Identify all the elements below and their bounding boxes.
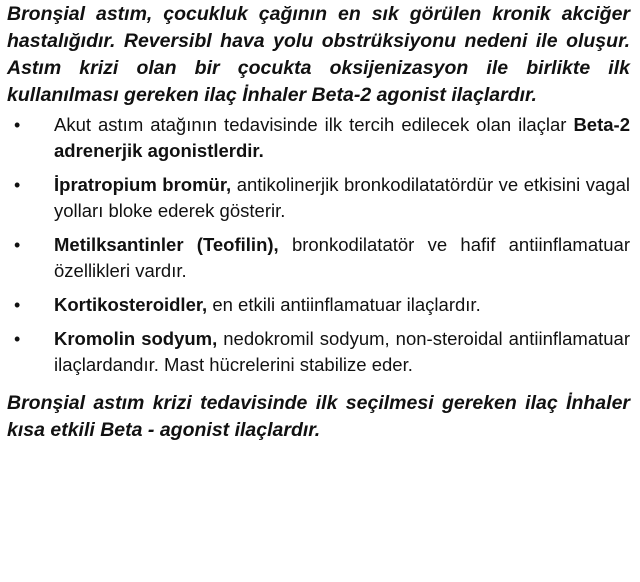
bullet-icon: •	[14, 295, 21, 315]
item-text-tail: nedokromil sodyum, non-steroidal antiinflamatuar ilaçlardandır. Mast hücrelerini stabilize eder.	[54, 328, 630, 375]
item-bold-text: İpratropium bromür,	[54, 174, 232, 195]
item-bold-text: Metilksantinler (Teofilin),	[54, 234, 279, 255]
item-text-tail: antikolinerjik bronkodilatatördür ve etkisini vagal yolları bloke ederek gösterir.	[54, 174, 630, 221]
item-text-tail: bronkodilatatör ve hafif antiinflamatuar özellikleri vardır.	[54, 234, 630, 281]
intro-paragraph: Bronşial astım, çocukluk çağının en sık görülen kronik akciğer hastalığıdır. Reversibl hava yolu obstrüksiyonu nedeni ile oluşur. Astım krizi olan bir çocukta oksijenizasyon ile birlikte ilk kullanılması gereken ilaç İnhaler Beta-2 agonist ilaçlardır.	[7, 3, 630, 106]
list-item	[7, 326, 630, 378]
list-item	[7, 232, 630, 284]
item-text-tail: en etkili antiinflamatuar ilaçlardır.	[207, 294, 481, 315]
bullet-icon: •	[14, 115, 21, 135]
summary-paragraph: Bronşial astım krizi tedavisinde ilk seçilmesi gereken ilaç İnhaler kısa etkili Beta - agonist ilaçlardır.	[7, 392, 630, 441]
list-item	[7, 292, 630, 318]
list-item	[7, 172, 630, 224]
list-item	[7, 112, 630, 164]
bullet-icon: •	[14, 235, 21, 255]
item-text: Akut astım atağının tedavisinde ilk tercih edilecek olan ilaçlar	[54, 114, 574, 135]
bullet-icon: •	[14, 329, 21, 349]
bullet-icon: •	[14, 175, 21, 195]
item-bold-text: Kromolin sodyum,	[54, 328, 218, 349]
item-bold-text: Kortikosteroidler,	[54, 294, 208, 315]
item-bold-text: Beta-2 adrenerjik agonistlerdir.	[54, 114, 630, 161]
bullet-list	[7, 112, 630, 378]
